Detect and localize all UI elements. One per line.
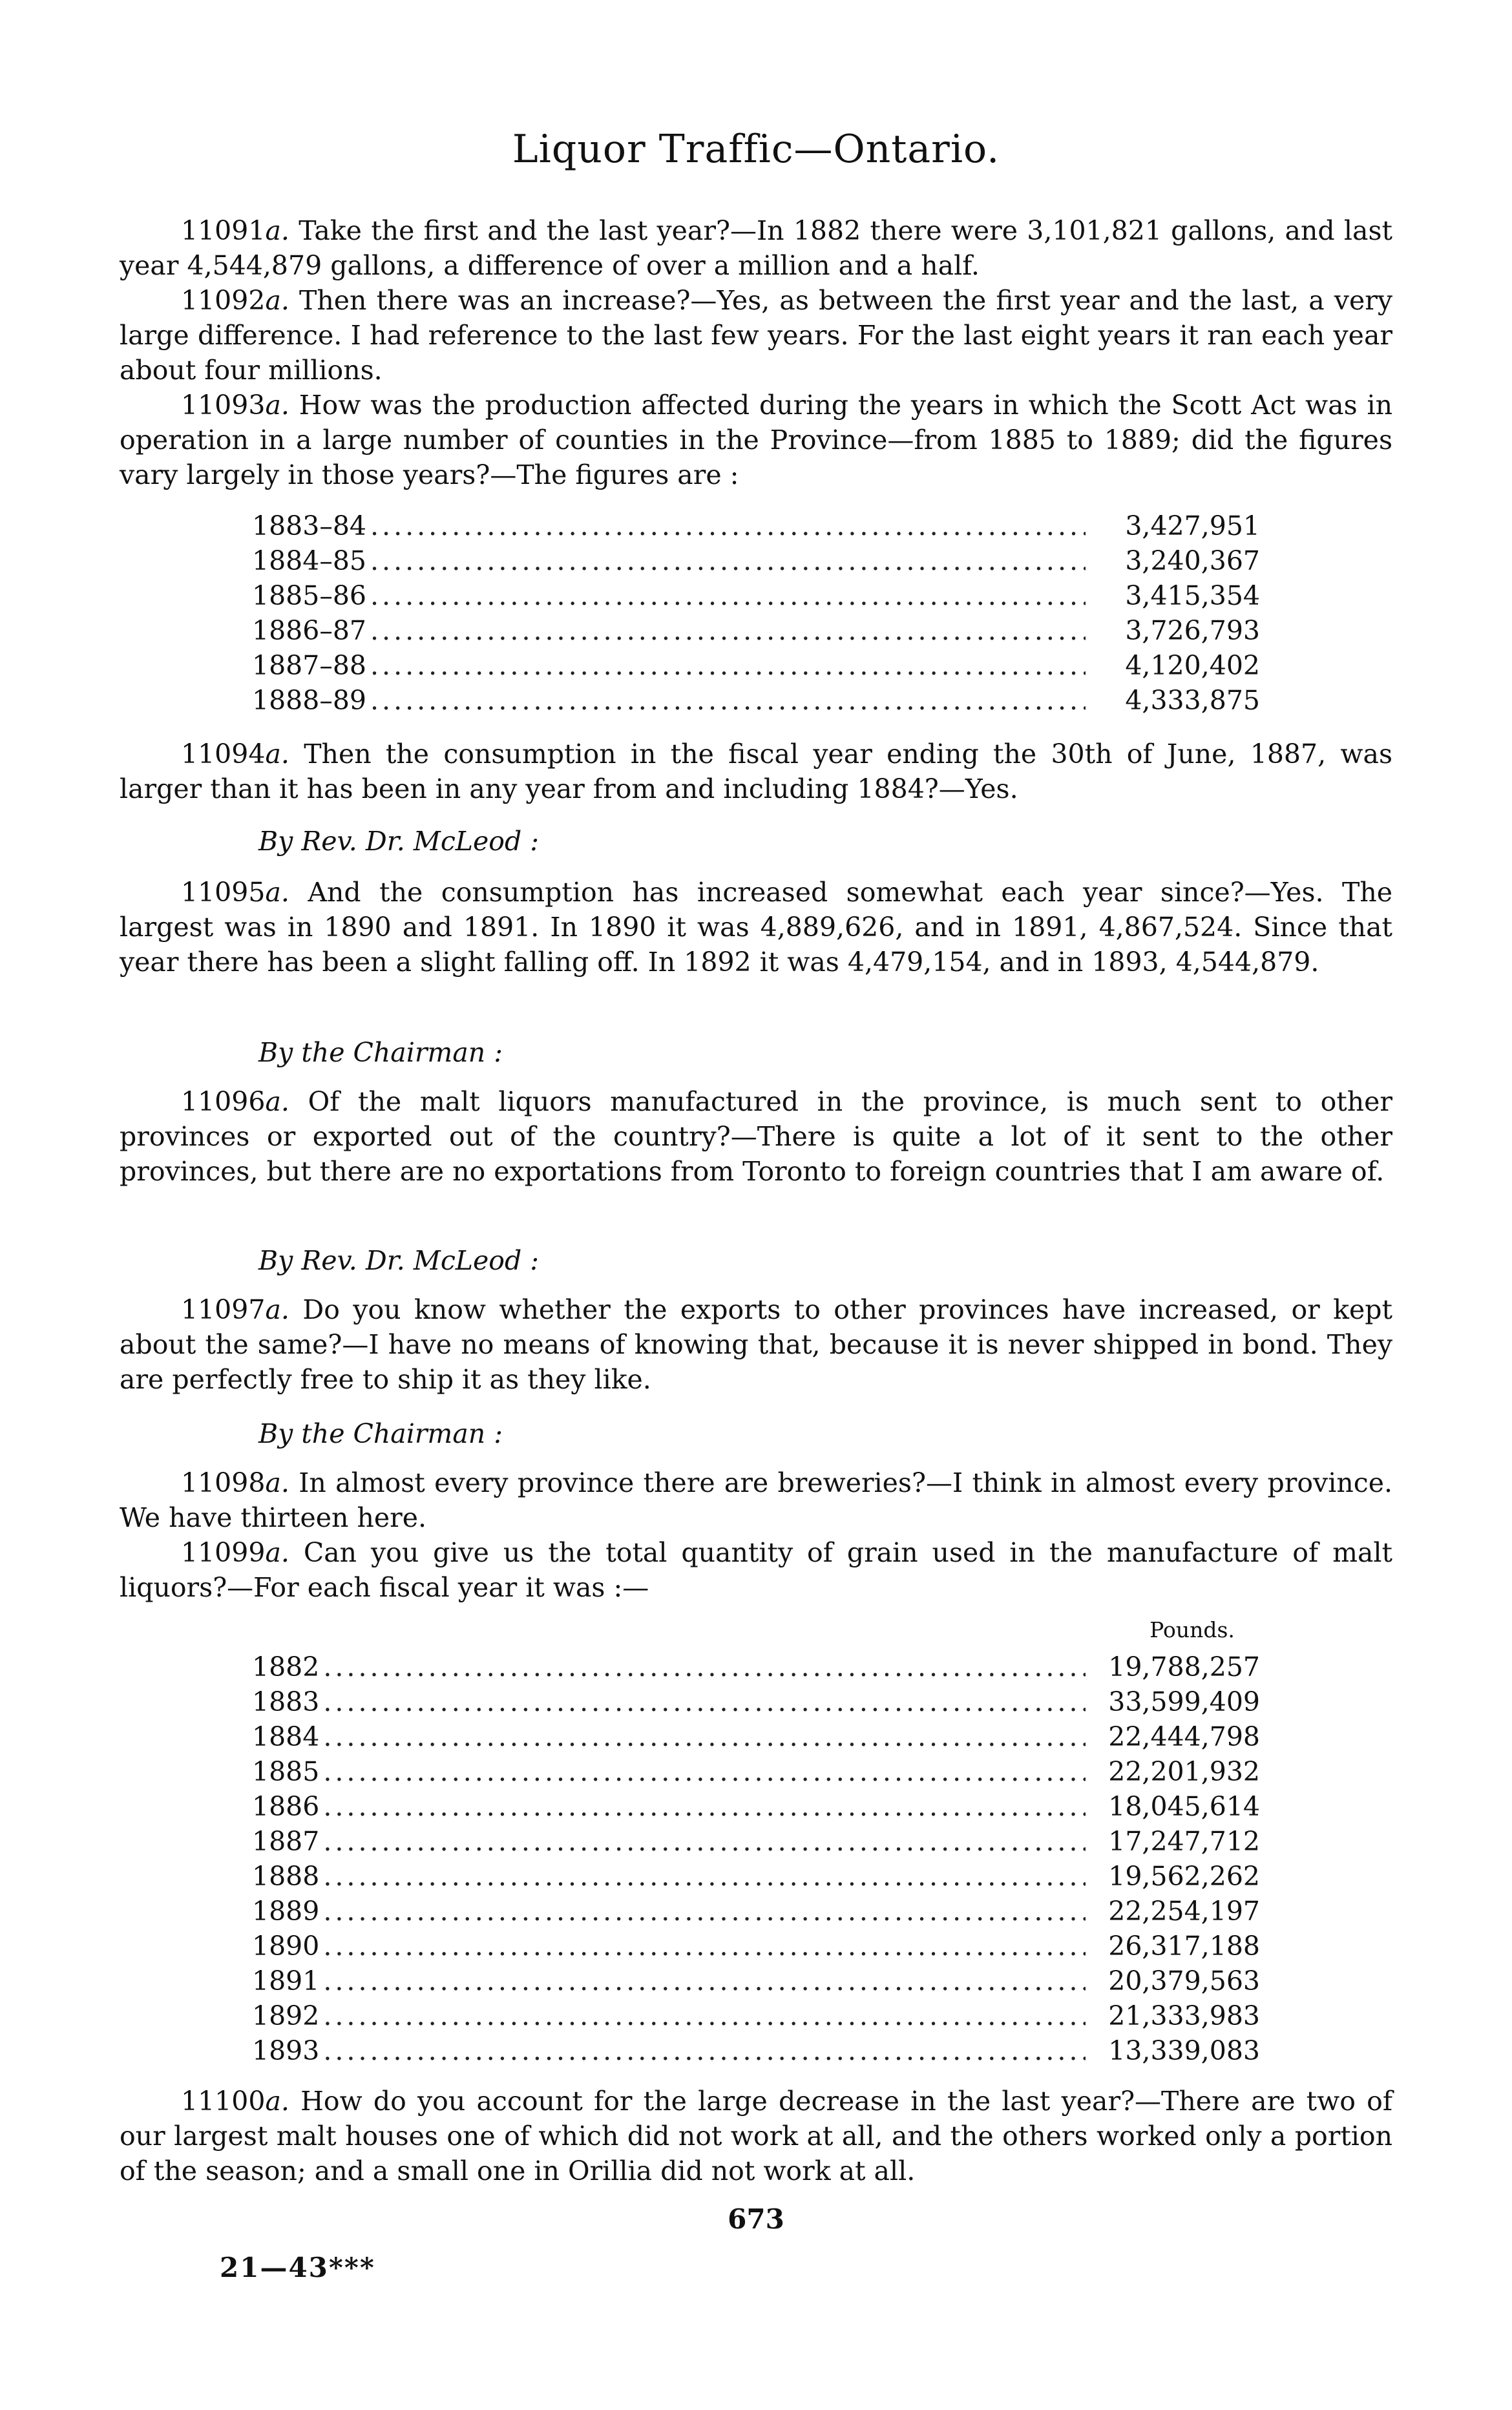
question-suffix: a.	[265, 877, 289, 908]
table-row	[252, 1931, 1260, 1965]
paragraph-text: How was the production affected during the years in which the Scott Act was in operation in a large number of counties in the Province—from 1885 to 1889; did the figures vary largely in those years?—The figures are :	[120, 390, 1392, 490]
table-row	[252, 1686, 1260, 1721]
paragraph-11100a	[120, 2084, 1392, 2188]
paragraph-11097a	[120, 1292, 1392, 1397]
table-row	[252, 2035, 1260, 2070]
page-number: 673	[728, 2203, 784, 2235]
table-row	[252, 1651, 1260, 1686]
year-label: 1885	[252, 1756, 320, 1787]
value-cell: 3,240,367	[1125, 545, 1260, 576]
value-cell: 33,599,409	[1108, 1686, 1260, 1717]
value-cell: 26,317,188	[1108, 1931, 1260, 1962]
paragraph-text: Then the consumption in the fiscal year ending the 30th of June, 1887, was larger than it has been in any year from and including 1884?—Yes.	[120, 739, 1392, 804]
dot-leader	[370, 545, 1086, 576]
table-row	[252, 2000, 1260, 2035]
paragraph-text: Do you know whether the exports to other provinces have increased, or kept about the same?—I have no means of knowing that, because it is never shipped in bond. They are perfectly free to ship it as they like.	[120, 1294, 1392, 1395]
value-cell: 22,444,798	[1108, 1721, 1260, 1752]
dot-leader	[323, 1686, 1086, 1717]
production-table	[252, 510, 1260, 720]
table-row	[252, 1826, 1260, 1861]
dot-leader	[323, 1756, 1086, 1787]
paragraph-11092a	[120, 283, 1392, 388]
table-row	[252, 1896, 1260, 1931]
units-header: Pounds.	[1150, 1617, 1235, 1642]
question-suffix: a.	[265, 390, 289, 421]
question-number: 11093	[181, 390, 266, 421]
paragraph-11094a	[120, 737, 1392, 806]
question-suffix: a.	[265, 1537, 289, 1568]
year-label: 1892	[252, 2000, 320, 2031]
table-row	[252, 510, 1260, 545]
dot-leader	[323, 2035, 1086, 2066]
dot-leader	[323, 1651, 1086, 1682]
table-row	[252, 615, 1260, 650]
paragraph-text: How do you account for the large decrease in the last year?—There are two of our largest malt houses one of which did not work at all, and the others worked only a portion of the season; and a small one in Orillia did not work at all.	[120, 2086, 1392, 2186]
table-row	[252, 580, 1260, 615]
year-label: 1883	[252, 1686, 320, 1717]
table-row	[252, 545, 1260, 580]
question-number: 11096	[181, 1086, 266, 1117]
paragraph-text: In almost every province there are breweries?—I think in almost every province. We have thirteen here.	[120, 1467, 1392, 1533]
value-cell: 22,201,932	[1108, 1756, 1260, 1787]
table-row	[252, 1965, 1260, 2000]
question-suffix: a.	[265, 1086, 289, 1117]
value-cell: 4,333,875	[1125, 685, 1260, 716]
dot-leader	[323, 1861, 1086, 1892]
paragraph-text: Take the first and the last year?—In 1882 there were 3,101,821 gallons, and last year 4,544,879 gallons, a difference of over a million and a half.	[120, 215, 1392, 281]
paragraph-11099a	[120, 1535, 1392, 1605]
question-suffix: a.	[265, 1294, 289, 1325]
value-cell: 19,788,257	[1108, 1651, 1260, 1682]
dot-leader	[323, 1965, 1086, 1996]
speaker-heading: By the Chairman :	[258, 1418, 503, 1449]
value-cell: 3,415,354	[1125, 580, 1260, 611]
dot-leader	[323, 1896, 1086, 1927]
year-label: 1888	[252, 1861, 320, 1892]
year-label: 1893	[252, 2035, 320, 2066]
value-cell: 3,726,793	[1125, 615, 1260, 646]
footer-signature-mark: 21—43***	[220, 2252, 375, 2283]
value-cell: 13,339,083	[1108, 2035, 1260, 2066]
speaker-heading: By Rev. Dr. McLeod :	[258, 1245, 540, 1276]
value-cell: 21,333,983	[1108, 2000, 1260, 2031]
value-cell: 4,120,402	[1125, 650, 1260, 681]
paragraph-text: Then there was an increase?—Yes, as between the first year and the last, a very large difference. I had reference to the last few years. For the last eight years it ran each year about four millions.	[120, 285, 1392, 386]
year-label: 1890	[252, 1931, 320, 1962]
speaker-heading: By Rev. Dr. McLeod :	[258, 826, 540, 857]
speaker-heading: By the Chairman :	[258, 1037, 503, 1068]
value-cell: 18,045,614	[1108, 1791, 1260, 1822]
table-row	[252, 1721, 1260, 1756]
paragraph-11098a	[120, 1465, 1392, 1535]
question-number: 11094	[181, 739, 266, 770]
question-number: 11100	[181, 2086, 266, 2117]
value-cell: 20,379,563	[1108, 1965, 1260, 1996]
table-row	[252, 650, 1260, 685]
dot-leader	[370, 650, 1086, 681]
question-number: 11099	[181, 1537, 266, 1568]
year-label: 1885–86	[252, 580, 367, 611]
paragraph-text: Of the malt liquors manufactured in the province, is much sent to other provinces or exported out of the country?—There is quite a lot of it sent to the other provinces, but there are no exportations from Toronto to foreign countries that I am aware of.	[120, 1086, 1392, 1187]
question-number: 11098	[181, 1467, 266, 1498]
table-row	[252, 1861, 1260, 1896]
paragraph-11091a	[120, 213, 1392, 283]
dot-leader	[323, 1826, 1086, 1857]
grain-table	[252, 1651, 1260, 2070]
year-label: 1886	[252, 1791, 320, 1822]
year-label: 1887–88	[252, 650, 367, 681]
table-row	[252, 685, 1260, 720]
question-suffix: a.	[265, 2086, 289, 2117]
year-label: 1886–87	[252, 615, 367, 646]
year-label: 1883–84	[252, 510, 367, 541]
dot-leader	[370, 510, 1086, 541]
year-label: 1884–85	[252, 545, 367, 576]
paragraph-11095a	[120, 875, 1392, 980]
question-number: 11091	[181, 215, 266, 246]
value-cell: 19,562,262	[1108, 1861, 1260, 1892]
question-suffix: a.	[265, 739, 289, 770]
year-label: 1882	[252, 1651, 320, 1682]
dot-leader	[323, 2000, 1086, 2031]
paragraph-text: And the consumption has increased somewhat each year since?—Yes. The largest was in 1890 and 1891. In 1890 it was 4,889,626, and in 1891, 4,867,524. Since that year there has been a slight falling off. In 1892 it was 4,479,154, and in 1893, 4,544,879.	[120, 877, 1392, 978]
paragraph-text: Can you give us the total quantity of grain used in the manufacture of malt liquors?—For each fiscal year it was :—	[120, 1537, 1392, 1603]
dot-leader	[370, 615, 1086, 646]
year-label: 1888–89	[252, 685, 367, 716]
year-label: 1889	[252, 1896, 320, 1927]
question-number: 11095	[181, 877, 266, 908]
dot-leader	[370, 580, 1086, 611]
question-suffix: a.	[265, 215, 289, 246]
value-cell: 17,247,712	[1108, 1826, 1260, 1857]
question-suffix: a.	[265, 1467, 289, 1498]
value-cell: 22,254,197	[1108, 1896, 1260, 1927]
dot-leader	[323, 1721, 1086, 1752]
dot-leader	[323, 1791, 1086, 1822]
question-number: 11097	[181, 1294, 266, 1325]
year-label: 1887	[252, 1826, 320, 1857]
value-cell: 3,427,951	[1125, 510, 1260, 541]
dot-leader	[323, 1931, 1086, 1962]
table-row	[252, 1756, 1260, 1791]
dot-leader	[370, 685, 1086, 716]
year-label: 1884	[252, 1721, 320, 1752]
question-suffix: a.	[265, 285, 289, 316]
paragraph-11096a	[120, 1084, 1392, 1189]
table-row	[252, 1791, 1260, 1826]
paragraph-11093a	[120, 388, 1392, 492]
year-label: 1891	[252, 1965, 320, 1996]
page-title: Liquor Traffic—Ontario.	[512, 127, 1000, 172]
question-number: 11092	[181, 285, 266, 316]
